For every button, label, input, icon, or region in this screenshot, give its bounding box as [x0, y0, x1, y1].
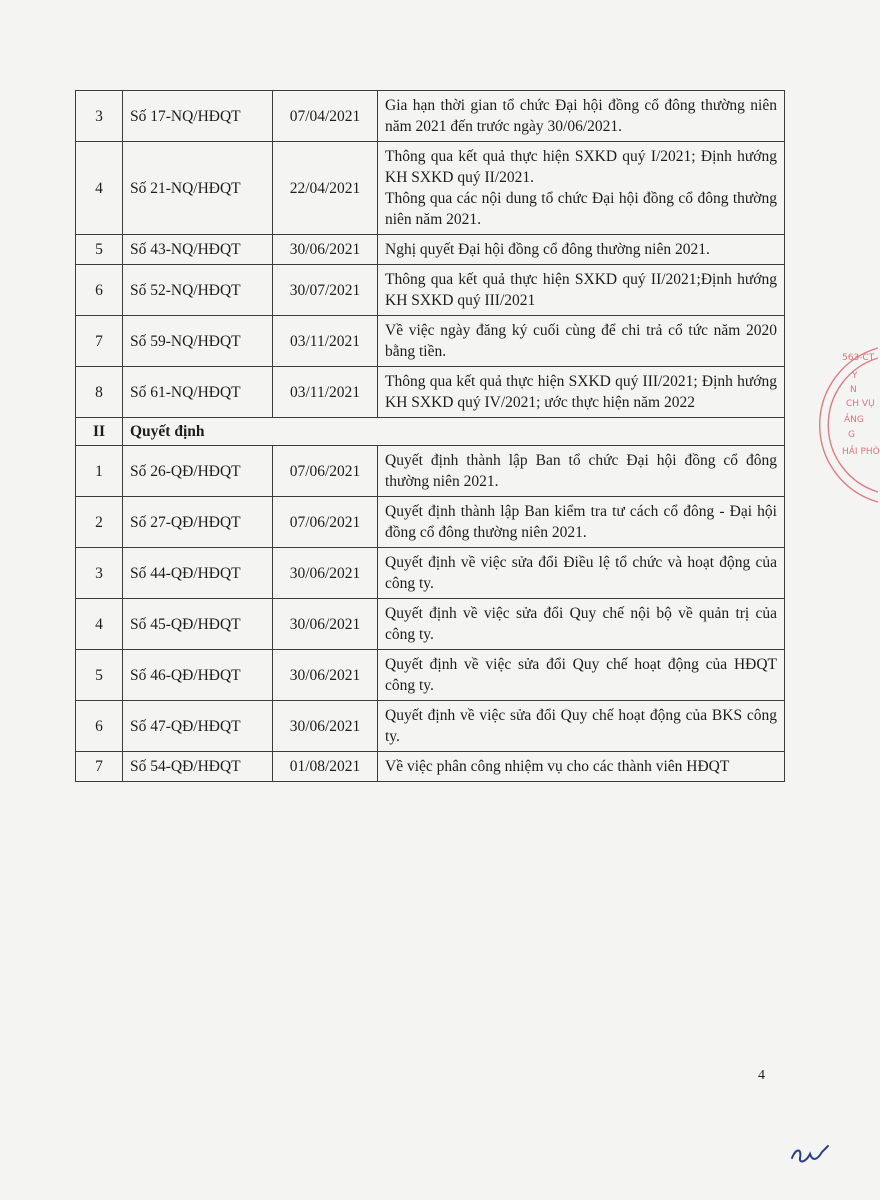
document-content: [378, 142, 785, 235]
row-number: 6: [76, 701, 123, 752]
seal-text-fragment: G: [848, 430, 855, 440]
document-date: 30/06/2021: [273, 599, 378, 650]
document-date: 07/06/2021: [273, 497, 378, 548]
document-content: [378, 650, 785, 701]
document-number: Số 45-QĐ/HĐQT: [123, 599, 273, 650]
table-row: [76, 548, 785, 599]
content-line: Gia hạn thời gian tổ chức Đại hội đồng cổ đông thường niên năm 2021 đến trước ngày 30/06/2021.: [385, 97, 777, 135]
table-row: [76, 235, 785, 265]
document-content: [378, 752, 785, 782]
row-number: 1: [76, 446, 123, 497]
document-number: Số 17-NQ/HĐQT: [123, 91, 273, 142]
seal-text-fragment: HẢI PHÒ: [842, 447, 880, 457]
table-row: [76, 650, 785, 701]
document-date: 03/11/2021: [273, 316, 378, 367]
seal-text-fragment: Y: [852, 371, 858, 381]
content-line: Về việc ngày đăng ký cuối cùng để chi trả cổ tức năm 2020 bằng tiền.: [385, 322, 777, 360]
row-number: 3: [76, 548, 123, 599]
content-line: Quyết định về việc sửa đổi Quy chế nội bộ về quản trị của công ty.: [385, 605, 777, 643]
document-content: [378, 548, 785, 599]
table-row: [76, 497, 785, 548]
content-line: Quyết định về việc sửa đổi Quy chế hoạt động của BKS công ty.: [385, 707, 777, 745]
content-line: Quyết định về việc sửa đổi Quy chế hoạt động của HĐQT công ty.: [385, 656, 777, 694]
table-row: [76, 142, 785, 235]
table-body: [76, 91, 785, 782]
content-line: Thông qua các nội dung tổ chức Đại hội đồng cổ đông thường niên năm 2021.: [385, 190, 777, 228]
section-number: II: [76, 418, 123, 446]
document-date: 30/06/2021: [273, 235, 378, 265]
section-header-row: [76, 418, 785, 446]
document-date: 30/06/2021: [273, 650, 378, 701]
row-number: 3: [76, 91, 123, 142]
document-content: [378, 701, 785, 752]
document-date: 30/06/2021: [273, 548, 378, 599]
document-content: [378, 497, 785, 548]
content-line: Quyết định thành lập Ban tổ chức Đại hội đồng cổ đông thường niên 2021.: [385, 452, 777, 490]
document-number: Số 52-NQ/HĐQT: [123, 265, 273, 316]
handwritten-initial: [788, 1140, 832, 1168]
content-line: Về việc phân công nhiệm vụ cho các thành viên HĐQT: [385, 758, 730, 775]
content-line: Thông qua kết quả thực hiện SXKD quý I/2021; Định hướng KH SXKD quý II/2021.: [385, 148, 777, 186]
document-content: [378, 316, 785, 367]
table-row: [76, 599, 785, 650]
table-row: [76, 446, 785, 497]
table-row: [76, 701, 785, 752]
company-seal: [790, 340, 880, 510]
document-number: Số 59-NQ/HĐQT: [123, 316, 273, 367]
row-number: 4: [76, 142, 123, 235]
document-date: 07/06/2021: [273, 446, 378, 497]
row-number: 8: [76, 367, 123, 418]
content-line: Quyết định thành lập Ban kiểm tra tư cách cổ đông - Đại hội đồng cổ đông thường niên 2021.: [385, 503, 777, 541]
document-date: 07/04/2021: [273, 91, 378, 142]
document-number: Số 46-QĐ/HĐQT: [123, 650, 273, 701]
row-number: 7: [76, 316, 123, 367]
table-row: [76, 367, 785, 418]
document-number: Số 61-NQ/HĐQT: [123, 367, 273, 418]
row-number: 4: [76, 599, 123, 650]
table-row: [76, 265, 785, 316]
document-date: 03/11/2021: [273, 367, 378, 418]
table-row: [76, 752, 785, 782]
document-content: [378, 367, 785, 418]
document-content: [378, 599, 785, 650]
document-number: Số 21-NQ/HĐQT: [123, 142, 273, 235]
seal-text-fragment: ẢNG: [844, 415, 864, 425]
document-content: [378, 265, 785, 316]
content-line: Thông qua kết quả thực hiện SXKD quý II/2021;Định hướng KH SXKD quý III/2021: [385, 271, 777, 309]
content-line: Nghị quyết Đại hội đồng cổ đông thường niên 2021.: [385, 241, 710, 258]
seal-text-fragment: 563-CT: [842, 353, 875, 363]
table-row: [76, 316, 785, 367]
document-number: Số 54-QĐ/HĐQT: [123, 752, 273, 782]
document-number: Số 43-NQ/HĐQT: [123, 235, 273, 265]
document-date: 01/08/2021: [273, 752, 378, 782]
row-number: 7: [76, 752, 123, 782]
document-content: [378, 235, 785, 265]
document-date: 30/07/2021: [273, 265, 378, 316]
document-number: Số 26-QĐ/HĐQT: [123, 446, 273, 497]
resolutions-table: [75, 90, 785, 782]
row-number: 5: [76, 650, 123, 701]
content-line: Thông qua kết quả thực hiện SXKD quý III/2021; Định hướng KH SXKD quý IV/2021; ước thực hiện năm 2022: [385, 373, 777, 411]
document-number: Số 44-QĐ/HĐQT: [123, 548, 273, 599]
seal-text-fragment: N: [850, 385, 857, 395]
content-line: Quyết định về việc sửa đổi Điều lệ tổ chức và hoạt động của công ty.: [385, 554, 777, 592]
document-content: [378, 91, 785, 142]
table-row: [76, 91, 785, 142]
document-content: [378, 446, 785, 497]
document-number: Số 27-QĐ/HĐQT: [123, 497, 273, 548]
section-title: Quyết định: [123, 418, 785, 446]
row-number: 2: [76, 497, 123, 548]
document-date: 22/04/2021: [273, 142, 378, 235]
row-number: 5: [76, 235, 123, 265]
document-number: Số 47-QĐ/HĐQT: [123, 701, 273, 752]
document-date: 30/06/2021: [273, 701, 378, 752]
seal-text-fragment: CH VỤ: [846, 399, 875, 409]
page-number: 4: [758, 1068, 765, 1083]
row-number: 6: [76, 265, 123, 316]
